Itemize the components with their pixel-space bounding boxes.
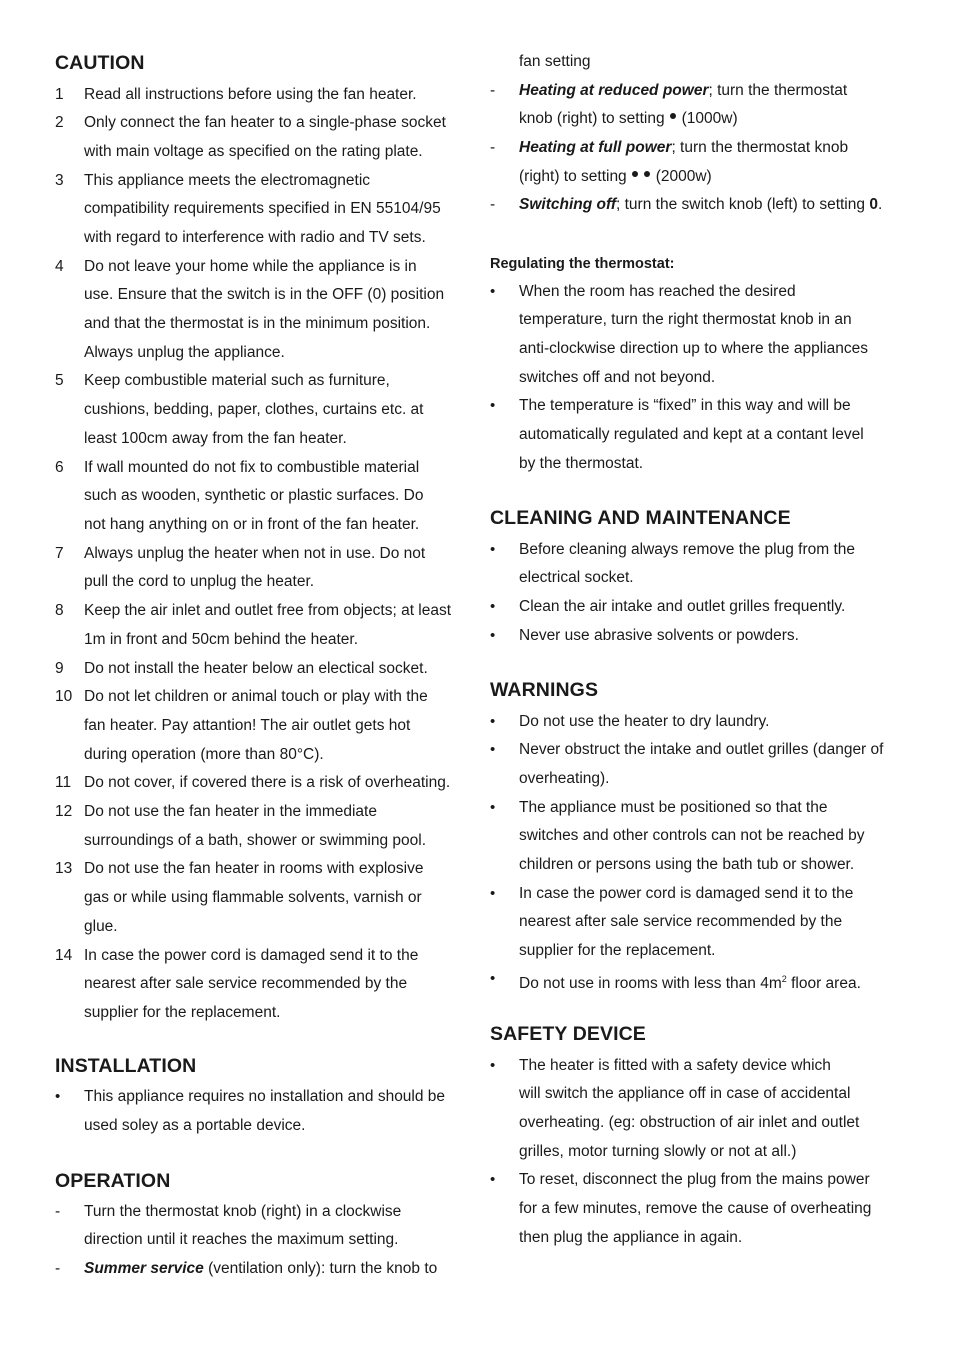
dash-marker: - [490,196,496,213]
list-item-text: Only connect the fan heater to a single-phase socket [84,114,446,131]
bullet-marker: • [55,1088,61,1105]
list-item-text: electrical socket. [519,569,634,586]
list-item-text: Do not use the heater to dry laundry. [519,713,770,730]
full-power-label: Heating at full power [519,139,672,156]
list-item-text: with regard to interference with radio and TV sets. [84,229,426,246]
thermostat-subheading: Regulating the thermostat: [490,256,675,272]
list-item-text: Keep combustible material such as furniture, [84,372,390,389]
list-item-text: Never obstruct the intake and outlet grilles (danger of [519,741,884,758]
item-number: 12 [55,803,73,820]
list-item-text: When the room has reached the desired [519,283,796,300]
item-number: 7 [55,545,64,562]
item-number: 3 [55,172,64,189]
list-item-text: not hang anything on or in front of the fan heater. [84,516,420,533]
list-item-text: supplier for the replacement. [84,1004,281,1021]
list-item-text [519,167,712,187]
list-item-text: Do not cover, if covered there is a risk of overheating. [84,774,451,791]
list-item-text: Do not use the fan heater in rooms with explosive [84,860,424,877]
safety-heading: SAFETY DEVICE [490,1023,646,1045]
floor-area-text: Do not use in rooms with less than 4m [519,975,782,993]
list-item-text: direction until it reaches the maximum setting. [84,1231,399,1248]
reduced-power-label: Heating at reduced power [519,82,709,99]
list-item-text: nearest after sale service recommended by the [519,913,843,930]
summer-service-text: (ventilation only): turn the knob to [203,1260,438,1277]
list-item-text: fan heater. Pay attantion! The air outlet gets hot [84,717,411,734]
list-item-text: glue. [84,918,118,935]
bullet-marker: • [490,799,496,816]
list-item-text: Do not leave your home while the appliance is in [84,258,417,275]
list-item-text: fan setting [519,53,591,70]
list-item-text: compatibility requirements specified in EN 55104/95 [84,200,441,217]
list-item-text: used soley as a portable device. [84,1117,306,1134]
dash-marker: - [55,1260,61,1277]
bullet-marker: • [490,1171,496,1188]
list-item-text: Do not let children or animal touch or play with the [84,688,428,705]
list-item-text: overheating). [519,770,610,787]
full-wattage: (2000w) [655,168,712,185]
bullet-marker: • [490,283,496,300]
list-item-text: nearest after sale service recommended by the [84,975,408,992]
list-item-text: To reset, disconnect the plug from the mains power [519,1171,870,1188]
full-power-text: ; turn the thermostat knob [671,139,849,156]
list-item-text: cushions, bedding, paper, clothes, curtains etc. at [84,401,424,418]
list-item-text: overheating. (eg: obstruction of air inlet and outlet [519,1114,860,1131]
list-item-text [519,969,861,994]
list-item-text [519,195,882,215]
list-item-text: and that the thermostat is in the minimum position. [84,315,431,332]
reduced-setting-text: knob (right) to setting [519,110,665,127]
list-item-text: If wall mounted do not fix to combustible material [84,459,420,476]
list-item-text: Clean the air intake and outlet grilles frequently. [519,598,846,615]
list-item-text: for a few minutes, remove the cause of overheating [519,1200,872,1217]
setting-dot-icon [632,171,638,177]
list-item-text: gas or while using flammable solvents, varnish or [84,889,422,906]
bullet-marker: • [490,741,496,758]
list-item-text: with main voltage as specified on the rating plate. [84,143,423,160]
list-item-text: The appliance must be positioned so that the [519,799,828,816]
item-number: 8 [55,602,64,619]
bullet-marker: • [490,1057,496,1074]
list-item-text: The temperature is “fixed” in this way and will be [519,397,851,414]
list-item-text: then plug the appliance in again. [519,1229,743,1246]
list-item-text: Never use abrasive solvents or powders. [519,627,799,644]
item-number: 4 [55,258,64,275]
list-item-text: anti-clockwise direction up to where the appliances [519,340,868,357]
list-item-text: children or persons using the bath tub or shower. [519,856,855,873]
bullet-marker: • [490,970,496,987]
list-item-text: Read all instructions before using the fan heater. [84,86,417,103]
item-number: 10 [55,688,73,705]
list-item-text: switches and other controls can not be reached by [519,827,865,844]
item-number: 2 [55,114,64,131]
bullet-marker: • [490,885,496,902]
item-number: 5 [55,372,64,389]
list-item-text: during operation (more than 80°C). [84,746,324,763]
summer-service-label: Summer service [84,1260,204,1277]
list-item-text: Keep the air inlet and outlet free from objects; at least [84,602,452,619]
list-item-text: Do not install the heater below an electical socket. [84,660,428,677]
list-item-text: switches off and not beyond. [519,369,716,386]
item-number: 13 [55,860,73,877]
item-number: 6 [55,459,64,476]
list-item-text [519,138,848,158]
list-item-text: by the thermostat. [519,455,644,472]
list-item-text: 1m in front and 50cm behind the heater. [84,631,359,648]
list-item-text: automatically regulated and kept at a contant level [519,426,864,443]
dash-marker: - [55,1203,61,1220]
bullet-marker: • [490,713,496,730]
bullet-marker: • [490,541,496,558]
list-item-text: The heater is fitted with a safety device which [519,1057,831,1074]
list-item-text [84,1259,437,1279]
superscript: 2 [781,974,787,984]
list-item-text: surroundings of a bath, shower or swimming pool. [84,832,427,849]
setting-dot-icon [644,171,650,177]
item-number: 9 [55,660,64,677]
warnings-heading: WARNINGS [490,679,599,701]
list-item-text: In case the power cord is damaged send it to the [519,885,854,902]
cleaning-heading: CLEANING AND MAINTENANCE [490,507,791,529]
list-item-text: will switch the appliance off in case of accidental [519,1085,851,1102]
list-item-text: temperature, turn the right thermostat knob in an [519,311,852,328]
reduced-power-text: ; turn the thermostat [708,82,848,99]
dash-marker: - [490,82,496,99]
list-item-text: This appliance requires no installation and should be [84,1088,446,1105]
caution-heading: CAUTION [55,52,145,74]
bullet-marker: • [490,397,496,414]
sentence-end: . [877,196,883,213]
list-item-text: Turn the thermostat knob (right) in a clockwise [84,1203,402,1220]
dash-marker: - [490,139,496,156]
list-item-text: Always unplug the heater when not in use. Do not [84,545,426,562]
installation-heading: INSTALLATION [55,1055,197,1077]
list-item-text: pull the cord to unplug the heater. [84,573,315,590]
list-item-text: Do not use the fan heater in the immediate [84,803,377,820]
list-item-text: supplier for the replacement. [519,942,716,959]
item-number: 1 [55,86,64,103]
switch-setting-value: 0 [869,196,878,213]
full-setting-text: (right) to setting [519,168,627,185]
list-item-text: grilles, motor turning slowly or not at all.) [519,1143,797,1160]
operation-heading: OPERATION [55,1170,171,1192]
list-item-text [519,109,738,129]
floor-area-text-end: floor area. [786,975,861,993]
list-item-text: use. Ensure that the switch is in the OFF (0) position [84,286,445,303]
bullet-marker: • [490,598,496,615]
item-number: 11 [55,774,72,791]
setting-dot-icon [670,113,676,119]
list-item-text: In case the power cord is damaged send it to the [84,947,419,964]
list-item-text: such as wooden, synthetic or plastic surfaces. Do [84,487,424,504]
item-number: 14 [55,947,73,964]
list-item-text: Before cleaning always remove the plug from the [519,541,856,558]
list-item-text: Always unplug the appliance. [84,344,285,361]
list-item-text [519,81,847,101]
list-item-text: This appliance meets the electromagnetic [84,172,371,189]
bullet-marker: • [490,627,496,644]
switching-off-label: Switching off [519,196,617,213]
list-item-text: least 100cm away from the fan heater. [84,430,347,447]
reduced-wattage: (1000w) [681,110,738,127]
switching-off-text: ; turn the switch knob (left) to setting [616,196,870,213]
